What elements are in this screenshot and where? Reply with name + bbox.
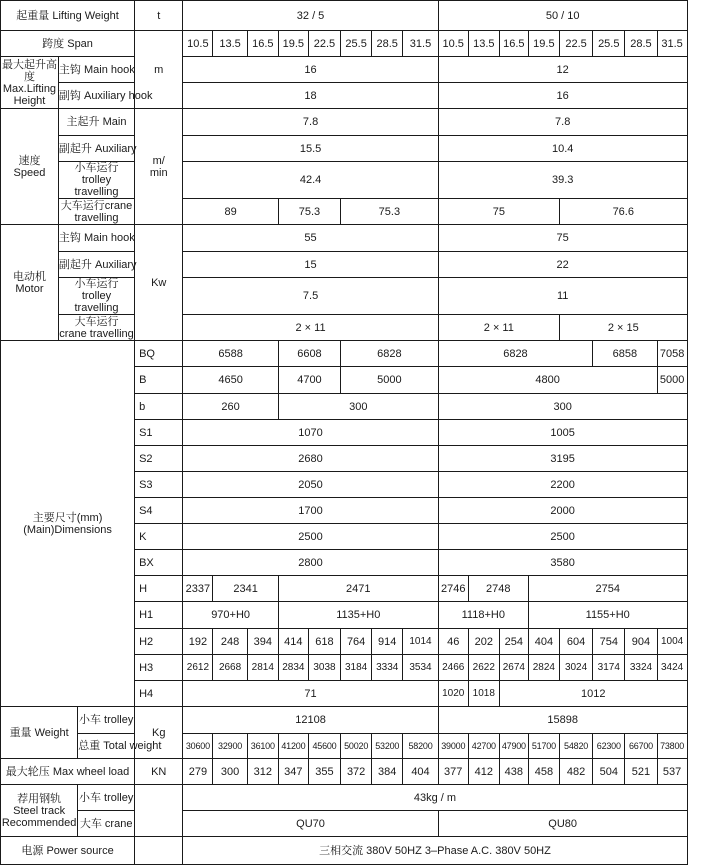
- table-cell: 15.5: [183, 136, 438, 162]
- table-cell: 6858: [593, 341, 657, 367]
- table-cell: 6828: [341, 341, 439, 367]
- table-cell: 51700: [528, 734, 559, 759]
- table-cell: 394: [247, 629, 278, 655]
- table-cell: 2 × 15: [559, 315, 687, 341]
- table-cell: 3580: [438, 550, 687, 576]
- table-cell: 1070: [183, 420, 438, 446]
- table-cell: 主要尺寸(mm) (Main)Dimensions: [1, 341, 135, 707]
- table-cell: 521: [625, 759, 657, 785]
- table-cell: 2622: [468, 655, 499, 681]
- table-cell: 438: [499, 759, 528, 785]
- table-cell: 2814: [247, 655, 278, 681]
- table-cell: 54820: [559, 734, 592, 759]
- table-cell: 22: [438, 252, 687, 278]
- table-cell: 75: [438, 225, 687, 252]
- table-cell: 300: [278, 394, 438, 420]
- table-cell: 2500: [438, 524, 687, 550]
- table-cell: 31.5: [403, 31, 438, 57]
- table-cell: 1118+H0: [438, 602, 528, 629]
- table-cell: 377: [438, 759, 468, 785]
- table-cell: BX: [135, 550, 183, 576]
- table-cell: 7.5: [183, 278, 438, 315]
- table-cell: 412: [468, 759, 499, 785]
- table-cell: 3174: [593, 655, 625, 681]
- table-cell: 大车 crane: [78, 811, 135, 837]
- table-cell: 39.3: [438, 162, 687, 199]
- table-cell: H2: [135, 629, 183, 655]
- table-cell: 32 / 5: [183, 1, 438, 31]
- table-cell: 4650: [183, 367, 278, 394]
- table-cell: 主钩 Main hook: [58, 225, 134, 252]
- table-body: [1, 1, 720, 865]
- table-cell: 19.5: [528, 31, 559, 57]
- table-cell: 754: [593, 629, 625, 655]
- table-cell: H3: [135, 655, 183, 681]
- table-cell: 15898: [438, 707, 687, 734]
- table-cell: 副起升 Auxiliary: [58, 252, 134, 278]
- table-cell: 28.5: [372, 31, 403, 57]
- table-cell: 55: [183, 225, 438, 252]
- table-cell: B: [135, 367, 183, 394]
- table-row: [1, 1, 720, 31]
- table-cell: 32900: [213, 734, 247, 759]
- table-cell: 1020: [438, 681, 468, 707]
- table-cell: 404: [403, 759, 438, 785]
- table-cell: 6608: [278, 341, 340, 367]
- table-cell: 482: [559, 759, 592, 785]
- table-cell: 1155+H0: [528, 602, 687, 629]
- table-cell: 372: [341, 759, 372, 785]
- table-cell: 10.5: [183, 31, 213, 57]
- table-cell: 1018: [468, 681, 499, 707]
- table-cell: 30600: [183, 734, 213, 759]
- table-cell: 7.8: [438, 109, 687, 136]
- table-cell: 6828: [438, 341, 592, 367]
- table-cell: 604: [559, 629, 592, 655]
- table-cell: 22.5: [559, 31, 592, 57]
- table-cell: 42.4: [183, 162, 438, 199]
- table-row: [1, 341, 720, 367]
- table-cell: S2: [135, 446, 183, 472]
- table-cell: [135, 785, 183, 837]
- table-cell: 537: [657, 759, 687, 785]
- table-cell: 75: [438, 199, 559, 225]
- table-cell: 2746: [438, 576, 468, 602]
- table-cell: 2680: [183, 446, 438, 472]
- table-cell: 2674: [499, 655, 528, 681]
- table-cell: 主钩 Main hook: [58, 57, 134, 83]
- table-cell: 76.6: [559, 199, 687, 225]
- table-cell: 6588: [183, 341, 278, 367]
- table-cell: 914: [372, 629, 403, 655]
- table-cell: 312: [247, 759, 278, 785]
- table-cell: 大车运行 crane travelling: [59, 315, 134, 340]
- table-cell: 2471: [278, 576, 438, 602]
- table-row: [1, 136, 720, 162]
- table-cell: 主起升 Main: [58, 109, 134, 136]
- table-cell: 248: [213, 629, 247, 655]
- table-cell: 41200: [278, 734, 308, 759]
- table-cell: b: [135, 394, 183, 420]
- table-cell: 62300: [593, 734, 625, 759]
- table-cell: 总重 Total weight: [78, 734, 135, 759]
- table-cell: 13.5: [213, 31, 247, 57]
- table-cell: 279: [183, 759, 213, 785]
- table-cell: S1: [135, 420, 183, 446]
- table-cell: 192: [183, 629, 213, 655]
- table-cell: 2466: [438, 655, 468, 681]
- table-cell: 3184: [341, 655, 372, 681]
- table-cell: 404: [528, 629, 559, 655]
- table-row: [1, 759, 720, 785]
- table-row: [1, 252, 720, 278]
- table-cell: 跨度 Span: [1, 31, 135, 57]
- table-cell: 42700: [468, 734, 499, 759]
- table-cell: 2 × 11: [183, 315, 438, 341]
- table-cell: 5000: [341, 367, 439, 394]
- table-row: [1, 315, 720, 341]
- table-cell: m: [135, 31, 183, 109]
- table-cell: 1004: [657, 629, 687, 655]
- table-cell: 12108: [183, 707, 438, 734]
- table-cell: 25.5: [593, 31, 625, 57]
- table-cell: 25.5: [341, 31, 372, 57]
- table-cell: 66700: [625, 734, 657, 759]
- table-cell: QU70: [183, 811, 438, 837]
- table-cell: 260: [183, 394, 278, 420]
- table-cell: 414: [278, 629, 308, 655]
- table-cell: 大车运行crane travelling: [58, 199, 134, 225]
- table-cell: 43kg / m: [183, 785, 687, 811]
- table-cell: 970+H0: [183, 602, 278, 629]
- table-cell: 4700: [278, 367, 340, 394]
- table-row: [1, 83, 720, 109]
- table-cell: 1014: [403, 629, 438, 655]
- table-row: [1, 707, 720, 734]
- table-cell: 7058: [657, 341, 687, 367]
- table-cell: 28.5: [625, 31, 657, 57]
- table-cell: 347: [278, 759, 308, 785]
- table-cell: 50020: [341, 734, 372, 759]
- table-cell: H4: [135, 681, 183, 707]
- table-cell: 3038: [308, 655, 340, 681]
- table-cell: BQ: [135, 341, 183, 367]
- table-cell: 3024: [559, 655, 592, 681]
- table-cell: 小车运行 trolley travelling: [58, 162, 134, 199]
- table-cell: 504: [593, 759, 625, 785]
- table-row: [1, 811, 720, 837]
- table-cell: 重量 Weight: [1, 707, 78, 759]
- table-cell: 16.5: [247, 31, 278, 57]
- table-cell: 75.3: [341, 199, 439, 225]
- table-cell: [135, 837, 183, 865]
- table-cell: 4800: [438, 367, 657, 394]
- table-cell: 1005: [438, 420, 687, 446]
- table-cell: 46: [438, 629, 468, 655]
- table-cell: 电源 Power source: [1, 837, 135, 865]
- table-cell: 71: [183, 681, 438, 707]
- table-cell: 47900: [499, 734, 528, 759]
- table-cell: 16: [183, 57, 438, 83]
- table-cell: Kg: [135, 707, 183, 759]
- table-cell: 荐用钢轨 Steel track Recommended: [1, 785, 78, 837]
- table-cell: S4: [135, 498, 183, 524]
- table-cell: 三相交流 380V 50HZ 3–Phase A.C. 380V 50HZ: [183, 837, 687, 865]
- table-row: [1, 109, 720, 136]
- table-cell: 18: [183, 83, 438, 109]
- table-row: [1, 199, 720, 225]
- table-cell: 458: [528, 759, 559, 785]
- table-cell: 2 × 11: [438, 315, 559, 341]
- table-cell: 73800: [657, 734, 687, 759]
- table-cell: 2341: [213, 576, 278, 602]
- table-cell: 7.8: [183, 109, 438, 136]
- table-cell: 副钩 Auxiliary hook: [58, 83, 134, 109]
- table-cell: 36100: [247, 734, 278, 759]
- table-cell: 2612: [183, 655, 213, 681]
- table-cell: 1012: [499, 681, 687, 707]
- table-cell: 22.5: [308, 31, 340, 57]
- table-cell: 384: [372, 759, 403, 785]
- table-row: [1, 734, 720, 759]
- table-cell: 53200: [372, 734, 403, 759]
- table-cell: 254: [499, 629, 528, 655]
- table-cell: 3424: [657, 655, 687, 681]
- table-cell: 2500: [183, 524, 438, 550]
- table-cell: 最大轮压 Max wheel load: [1, 759, 135, 785]
- table-cell: 10.4: [438, 136, 687, 162]
- table-cell: Kw: [135, 225, 183, 341]
- table-cell: 2824: [528, 655, 559, 681]
- table-cell: 小车运行 trolley travelling: [58, 278, 134, 315]
- table-cell: 75.3: [278, 199, 340, 225]
- table-cell: 618: [308, 629, 340, 655]
- table-cell: 小车 trolley: [78, 785, 135, 811]
- table-cell: 电动机 Motor: [1, 225, 59, 341]
- table-row: [1, 57, 720, 83]
- table-cell: 19.5: [278, 31, 308, 57]
- table-cell: KN: [135, 759, 183, 785]
- table-cell: QU80: [438, 811, 687, 837]
- table-cell: 3195: [438, 446, 687, 472]
- table-cell: 300: [438, 394, 687, 420]
- table-cell: 1700: [183, 498, 438, 524]
- table-cell: 904: [625, 629, 657, 655]
- table-cell: t: [135, 1, 183, 31]
- table-row: [1, 785, 720, 811]
- table-cell: 3334: [372, 655, 403, 681]
- table-cell: 2200: [438, 472, 687, 498]
- table-cell: 31.5: [657, 31, 687, 57]
- table-cell: 58200: [403, 734, 438, 759]
- table-cell: 89: [183, 199, 278, 225]
- table-cell: 2748: [468, 576, 528, 602]
- table-cell: 11: [438, 278, 687, 315]
- table-cell: 355: [308, 759, 340, 785]
- table-cell: 1135+H0: [278, 602, 438, 629]
- table-cell: 2000: [438, 498, 687, 524]
- table-cell: K: [135, 524, 183, 550]
- table-cell: 起重量 Lifting Weight: [1, 1, 135, 31]
- table-cell: 5000: [657, 367, 687, 394]
- table-cell: 10.5: [438, 31, 468, 57]
- table-cell: H: [135, 576, 183, 602]
- table-cell: 16.5: [499, 31, 528, 57]
- table-cell: 3324: [625, 655, 657, 681]
- table-cell: 202: [468, 629, 499, 655]
- table-cell: 2668: [213, 655, 247, 681]
- table-cell: 764: [341, 629, 372, 655]
- table-cell: 2834: [278, 655, 308, 681]
- table-cell: 300: [213, 759, 247, 785]
- table-row: [1, 225, 720, 252]
- table-cell: 39000: [438, 734, 468, 759]
- table-cell: 13.5: [468, 31, 499, 57]
- table-cell: 15: [183, 252, 438, 278]
- table-cell: 2050: [183, 472, 438, 498]
- table-cell: 12: [438, 57, 687, 83]
- table-cell: S3: [135, 472, 183, 498]
- table-cell: 2337: [183, 576, 213, 602]
- table-cell: 速度 Speed: [1, 109, 59, 225]
- table-cell: 16: [438, 83, 687, 109]
- table-cell: m/ min: [135, 109, 183, 225]
- table-cell: 小车 trolley: [78, 707, 135, 734]
- table-cell: 50 / 10: [438, 1, 687, 31]
- table-cell: 3534: [403, 655, 438, 681]
- table-row: [1, 162, 720, 199]
- table-cell: 2754: [528, 576, 687, 602]
- table-cell: H1: [135, 602, 183, 629]
- table-row: [1, 278, 720, 315]
- table-cell: 2800: [183, 550, 438, 576]
- table-row: [1, 31, 720, 57]
- table-cell: 45600: [308, 734, 340, 759]
- table-row: [1, 837, 720, 865]
- table-cell: 副起升 Auxiliary: [58, 136, 134, 162]
- table-cell: 最大起升高度 Max.Lifting Height: [1, 58, 57, 107]
